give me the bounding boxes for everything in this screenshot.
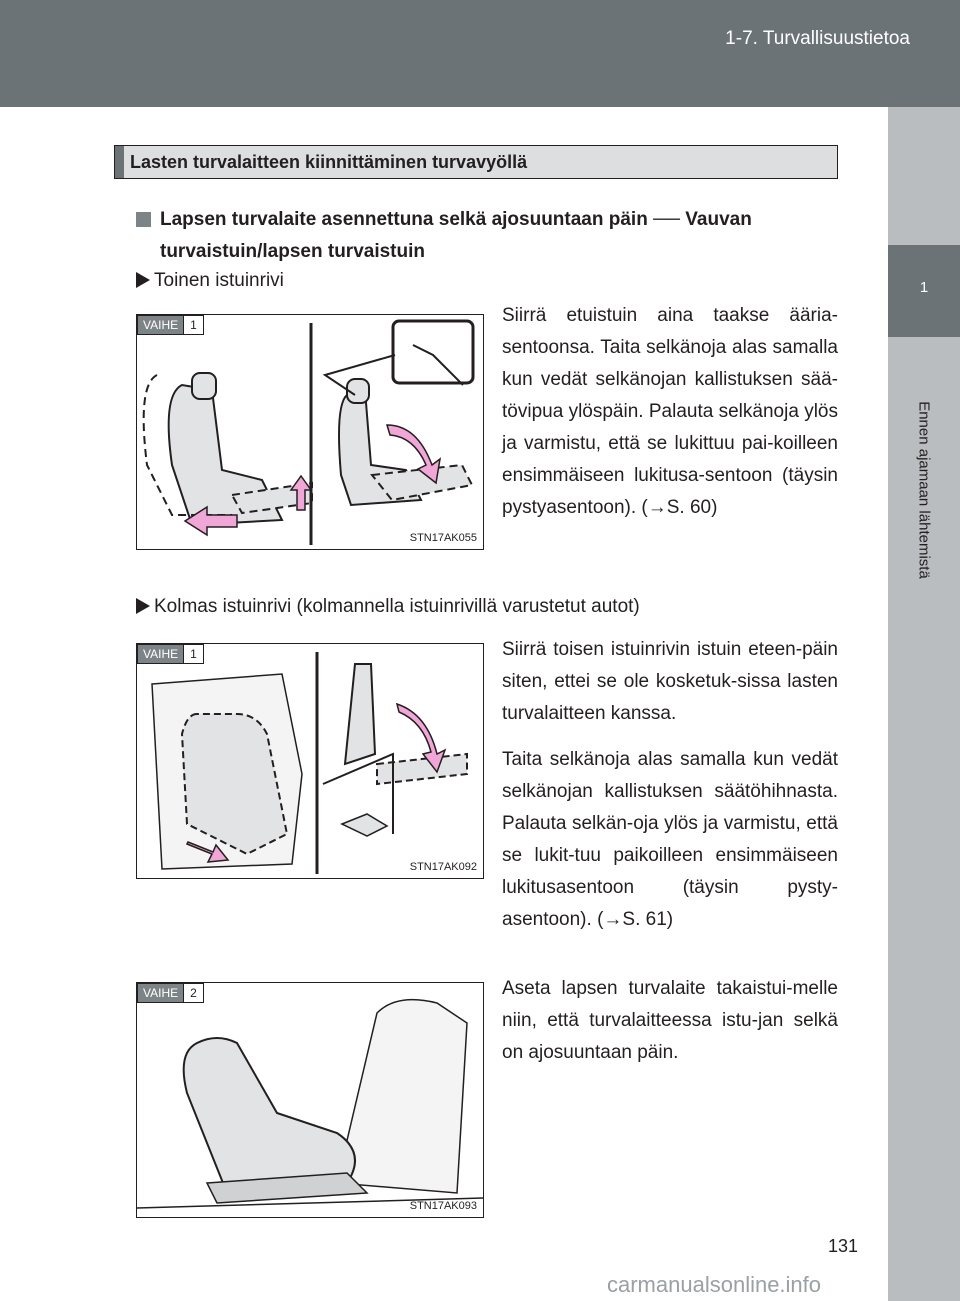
subheading-text: Lapsen turvalaite asennettuna selkä ajosuuntaan päin ── Vauvan turvaistuin/lapsen turvaistuin [160,209,752,262]
step-number: 2 [183,984,203,1002]
seat-illustration [137,644,484,879]
seat-illustration [137,315,484,550]
page-number: 131 [828,1236,859,1256]
row2-heading-text: Toinen istuinrivi [154,270,284,291]
figure-code: STN17AK055 [409,532,477,544]
triangle-bullet-icon [136,272,150,288]
step2-instructions: Aseta lapsen turvalaite takaistui-melle niin, että turvalaitteessa istu-jan selkä on ajosuuntaan päin. [502,978,838,1063]
row3-heading-text: Kolmas istuinrivi (kolmannella istuinrivillä varustetut autot) [154,596,640,617]
figure-stn17ak055 [136,314,484,550]
step-number: 1 [183,316,203,334]
row3-instructions-1: Siirrä toisen istuinrivin istuin eteen-päin siten, ettei se ole kosketuk-sissa lasten turvalaitteen kanssa. [502,639,838,724]
section-title-text: Lasten turvalaitteen kiinnittäminen turvavyöllä [130,151,528,172]
chapter-number-tab: 1 [888,245,960,337]
row2-instructions: Siirrä etuistuin aina taakse ääria-sentoonsa. Taita selkänoja alas samalla kun vedät selkänojan kallistuksen sää-tövipua ylöspäin. Palauta selkänoja ylös ja varmistu, että se lukittuu pai-koilleen ensimmäiseen lukitusa-sentoon (täysin pystyasentoon). (→S. 60) [502,305,838,518]
step-label: VAIHE [138,984,183,1002]
triangle-bullet-icon [136,598,150,614]
figure-stn17ak093 [136,982,484,1218]
page-header [0,0,960,107]
figure-stn17ak092 [136,643,484,879]
section-breadcrumb: 1-7. Turvallisuustietoa [725,28,910,49]
side-strip-top [888,107,960,245]
section-title [114,145,838,179]
figure-code: STN17AK092 [409,861,477,873]
step-label: VAIHE [138,316,183,334]
subheading [136,204,842,268]
figure-code: STN17AK093 [409,1200,477,1212]
row3-heading [136,596,640,618]
row3-instructions-2: Taita selkänoja alas samalla kun vedät selkänojan kallistuksen säätöhihnasta. Palauta selkän-oja ylös ja varmistu, että se lukit-tuu paikoilleen ensimmäiseen lukitusasentoon (täysin pysty-asentoon). (→S. 61) [502,749,838,930]
step-label: VAIHE [138,645,183,663]
watermark: carmanualsonline.info [607,1272,822,1297]
square-bullet-icon [136,212,151,227]
seat-illustration [137,983,484,1218]
chapter-title: Ennen ajamaan lähtemistä [915,401,933,579]
step-number: 1 [183,645,203,663]
row2-heading [136,270,284,292]
